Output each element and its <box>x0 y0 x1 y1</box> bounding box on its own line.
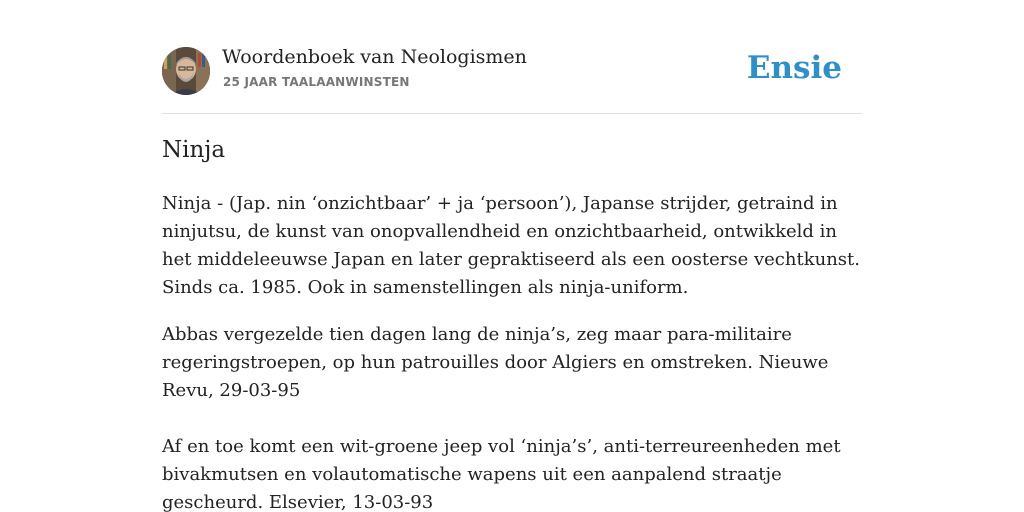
quote-paragraph: Abbas vergezelde tien dagen lang de ninja’s, zeg maar para-militaire regeringstroepen, op hun patrouilles door Algiers en omstreken. Nieuwe Revu, 29-03-95 <box>162 324 829 401</box>
header-divider <box>162 113 862 114</box>
entry-definition: Ninja - (Jap. nin ‘onzichtbaar’ + ja ‘persoon’), Japanse strijder, getraind in ninjutsu, de kunst van onopvallendheid en onzichtbaarheid, ontwikkeld in het middeleeuwse Japan en later gepraktiseerd als een oosterse vechtkunst. Sinds ca. 1985. Ook in samenstellingen als ninja-uniform. <box>162 193 860 298</box>
brand-logo[interactable]: Ensie <box>746 50 842 86</box>
entry-content <box>162 190 862 512</box>
author-avatar[interactable] <box>162 47 210 95</box>
entry-title: Ninja <box>162 137 226 163</box>
avatar-image <box>162 47 210 95</box>
header <box>162 46 862 96</box>
quote-spacer <box>162 405 862 433</box>
site-subtitle: 25 JAAR TAALAANWINSTEN <box>223 75 410 89</box>
quote-paragraph: Af en toe komt een wit-groene jeep vol ‘ninja’s’, anti-terreureenheden met bivakmutsen en volautomatische wapens uit een aanpalend straatje gescheurd. Elsevier, 13-03-93 <box>162 436 841 512</box>
page <box>162 0 862 512</box>
site-title[interactable]: Woordenboek van Neologismen <box>222 46 527 68</box>
